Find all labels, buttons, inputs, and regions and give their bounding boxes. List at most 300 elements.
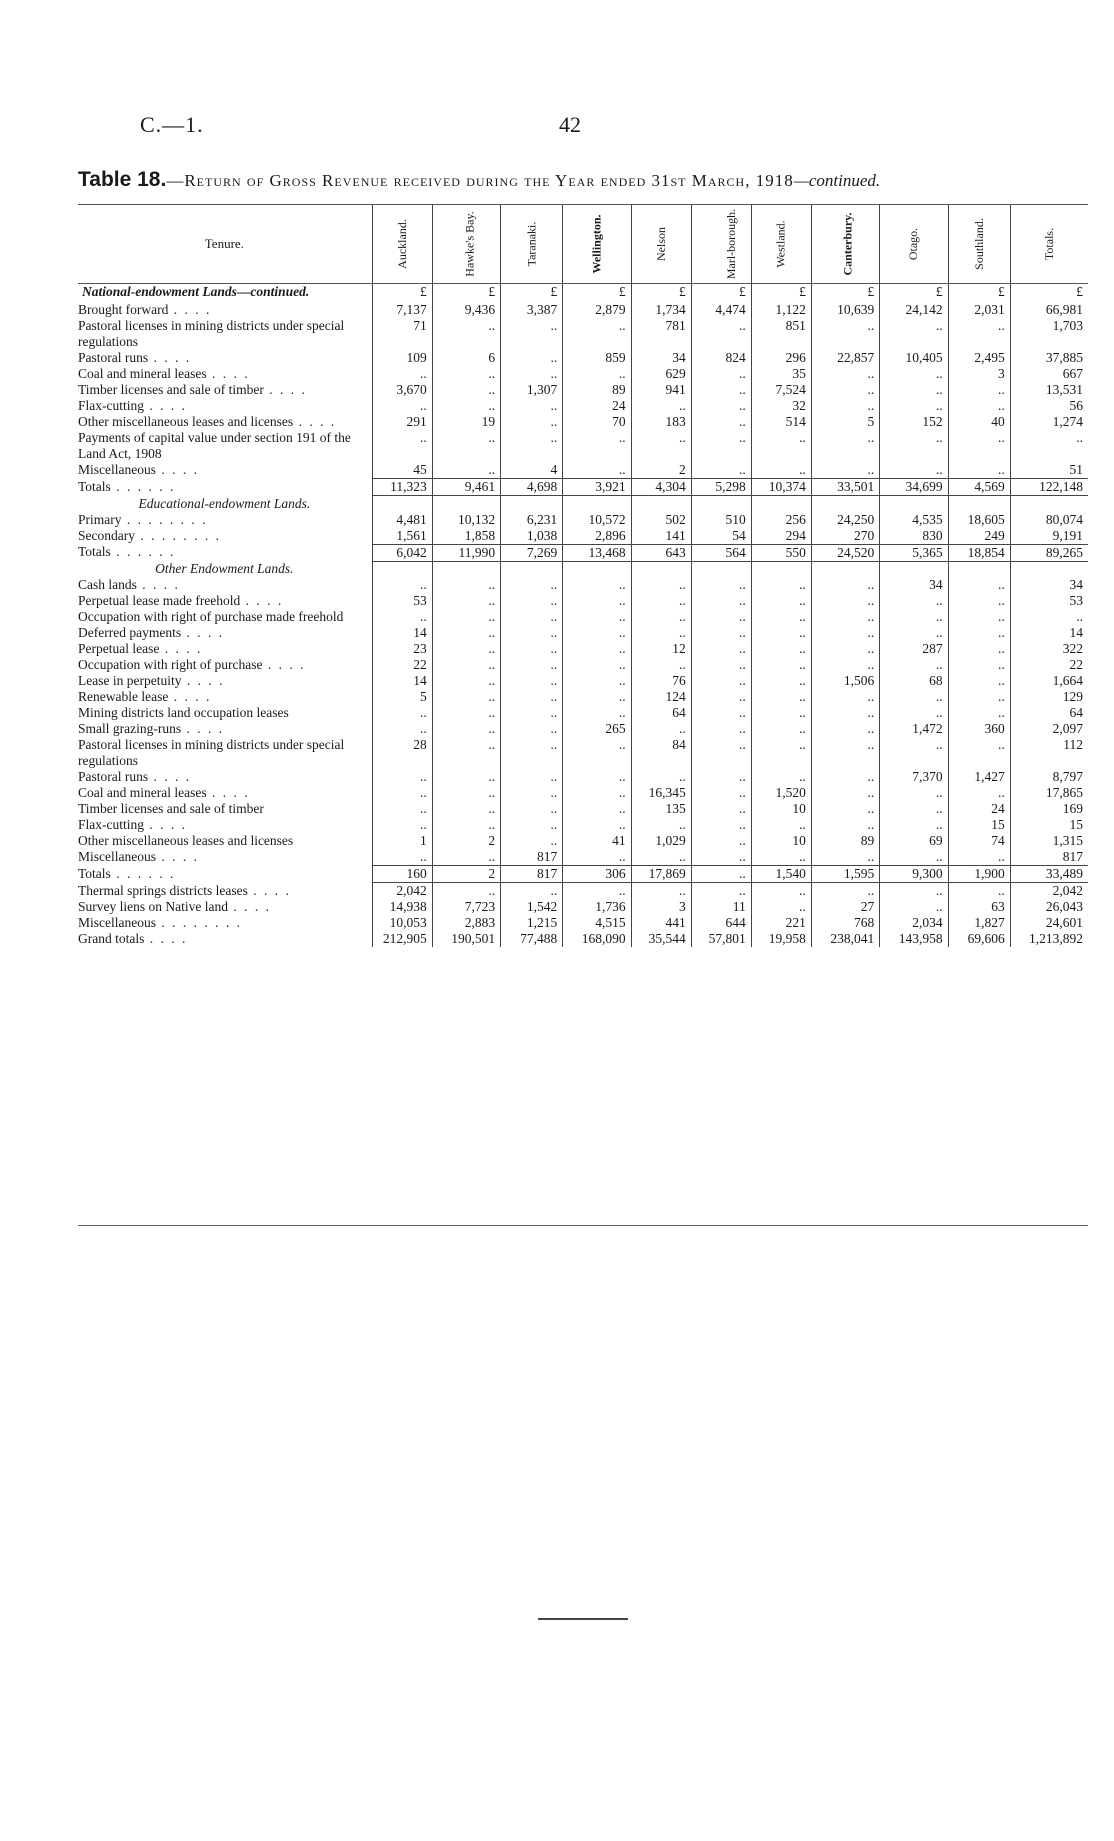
value-cell: 1,215: [501, 915, 563, 931]
value-cell: 2,495: [948, 350, 1010, 366]
value-cell: 112: [1010, 737, 1088, 769]
leader-dots: . . . .: [168, 302, 212, 317]
column-header-westland: Westland.: [751, 205, 811, 284]
column-header-marlborough: Marl-borough.: [691, 205, 751, 284]
value-cell: ..: [880, 625, 948, 641]
value-cell: ..: [751, 899, 811, 915]
section-heading-educational: [78, 496, 1088, 512]
value-cell: ..: [691, 721, 751, 737]
value-cell: ..: [631, 657, 691, 673]
value-cell: 2,097: [1010, 721, 1088, 737]
value-cell: 23: [372, 641, 432, 657]
row-label-text: Coal and mineral leases: [78, 785, 207, 800]
value-cell: ..: [631, 430, 691, 462]
row-label: [78, 849, 372, 866]
value-cell: ..: [691, 785, 751, 801]
value-cell: ..: [501, 609, 563, 625]
value-cell: ..: [432, 785, 500, 801]
value-cell: ..: [372, 430, 432, 462]
value-cell: 270: [811, 528, 879, 545]
value-cell: 859: [563, 350, 631, 366]
value-cell: 24,142: [880, 302, 948, 318]
value-cell: ..: [880, 430, 948, 462]
row-label: [78, 528, 372, 545]
value-cell: 1,520: [751, 785, 811, 801]
value-cell: ..: [751, 609, 811, 625]
value-cell: 322: [1010, 641, 1088, 657]
value-cell: [751, 561, 811, 577]
table-title-lead: Table 18.: [78, 168, 167, 191]
value-cell: 1,472: [880, 721, 948, 737]
row-label: [78, 544, 372, 561]
value-cell: 19,958: [751, 931, 811, 947]
value-cell: 4,535: [880, 512, 948, 528]
column-header-taranaki: Taranaki.: [501, 205, 563, 284]
row-label-text: Thermal springs districts leases: [78, 882, 248, 898]
leader-dots: . . . .: [148, 769, 192, 784]
leader-dots: . . . .: [206, 366, 250, 381]
value-cell: ..: [880, 593, 948, 609]
value-cell: ..: [948, 883, 1010, 900]
value-cell: ..: [691, 398, 751, 414]
value-cell: ..: [948, 577, 1010, 593]
value-cell: 109: [372, 350, 432, 366]
value-cell: 71: [372, 318, 432, 350]
value-cell: ..: [880, 398, 948, 414]
value-cell: ..: [691, 593, 751, 609]
value-cell: ..: [811, 785, 879, 801]
table-row: [78, 350, 1088, 366]
table-body: [78, 284, 1088, 948]
value-cell: ..: [631, 609, 691, 625]
brought-forward-row: [78, 302, 1088, 318]
value-cell: 256: [751, 512, 811, 528]
value-cell: 212,905: [372, 931, 432, 947]
value-cell: 9,300: [880, 866, 948, 883]
value-cell: 7,269: [501, 544, 563, 561]
row-label: [78, 931, 372, 947]
value-cell: ..: [631, 398, 691, 414]
table-row: [78, 528, 1088, 545]
value-cell: ..: [948, 737, 1010, 769]
leader-dots: . . . .: [293, 414, 337, 429]
row-label: [78, 593, 372, 609]
value-cell: 69,606: [948, 931, 1010, 947]
value-cell: 68: [880, 673, 948, 689]
value-cell: [372, 561, 432, 577]
value-cell: 2,042: [372, 883, 432, 900]
value-cell: 5: [372, 689, 432, 705]
value-cell: 129: [1010, 689, 1088, 705]
row-label: [78, 625, 372, 641]
value-cell: 80,074: [1010, 512, 1088, 528]
value-cell: 7,137: [372, 302, 432, 318]
row-label: [78, 769, 372, 785]
value-cell: ..: [948, 641, 1010, 657]
value-cell: ..: [432, 430, 500, 462]
value-cell: ..: [811, 721, 879, 737]
row-label-text: Miscellaneous: [78, 915, 156, 930]
row-label-text: Pastoral runs: [78, 769, 149, 784]
value-cell: 1,561: [372, 528, 432, 545]
value-cell: ..: [501, 318, 563, 350]
leader-dots: . . . .: [155, 462, 199, 477]
row-label-text: Timber licenses and sale of timber: [78, 382, 264, 397]
value-cell: 6,231: [501, 512, 563, 528]
value-cell: 135: [631, 801, 691, 817]
value-cell: ..: [751, 657, 811, 673]
value-cell: ..: [563, 657, 631, 673]
revenue-table: [78, 204, 1088, 947]
value-cell: 53: [372, 593, 432, 609]
value-cell: [691, 496, 751, 512]
value-cell: ..: [372, 817, 432, 833]
table-row: [78, 801, 1088, 817]
table-title-text: —Return of Gross Revenue received during the Year ended 31st March, 1918: [166, 171, 794, 190]
value-cell: 77,488: [501, 931, 563, 947]
value-cell: [432, 496, 500, 512]
value-cell: 1,506: [811, 673, 879, 689]
leader-dots: . . . .: [144, 398, 187, 413]
value-cell: ..: [372, 849, 432, 866]
leader-dots: . . . .: [262, 657, 306, 672]
leader-dots: . . . .: [247, 882, 291, 898]
value-cell: 14: [372, 673, 432, 689]
leader-dots: . . . . . .: [110, 865, 176, 881]
value-cell: [1010, 496, 1088, 512]
value-cell: 817: [1010, 849, 1088, 866]
value-cell: 24: [948, 801, 1010, 817]
value-cell: £: [751, 284, 811, 303]
row-label: [78, 479, 372, 496]
value-cell: ..: [691, 462, 751, 479]
value-cell: 70: [563, 414, 631, 430]
value-cell: 74: [948, 833, 1010, 849]
value-cell: ..: [751, 849, 811, 866]
value-cell: ..: [948, 673, 1010, 689]
grand-totals-row: [78, 931, 1088, 947]
column-header-otago: Otago.: [880, 205, 948, 284]
row-label: [78, 673, 372, 689]
value-cell: ..: [751, 593, 811, 609]
row-label-text: Deferred payments: [78, 625, 182, 640]
value-cell: 11,323: [372, 479, 432, 496]
value-cell: 10: [751, 801, 811, 817]
leader-dots: . . . .: [144, 817, 187, 832]
value-cell: 24,601: [1010, 915, 1088, 931]
value-cell: 34,699: [880, 479, 948, 496]
value-cell: ..: [691, 833, 751, 849]
value-cell: ..: [811, 849, 879, 866]
row-label: [78, 398, 372, 414]
value-cell: [1010, 561, 1088, 577]
value-cell: 2,883: [432, 915, 500, 931]
value-cell: ..: [811, 382, 879, 398]
row-label: [78, 382, 372, 398]
column-header-nelson: Nelson: [631, 205, 691, 284]
value-cell: 169: [1010, 801, 1088, 817]
value-cell: ..: [631, 883, 691, 900]
value-cell: 16,345: [631, 785, 691, 801]
value-cell: 667: [1010, 366, 1088, 382]
row-label: [78, 512, 372, 528]
value-cell: 63: [948, 899, 1010, 915]
leader-dots: . . . . . . . .: [121, 511, 208, 527]
value-cell: 54: [691, 528, 751, 545]
value-cell: 124: [631, 689, 691, 705]
leader-dots: . . . .: [240, 593, 284, 608]
value-cell: ..: [501, 577, 563, 593]
value-cell: 296: [751, 350, 811, 366]
value-cell: ..: [880, 462, 948, 479]
row-label: [78, 641, 372, 657]
value-cell: 564: [691, 544, 751, 561]
value-cell: 4,481: [372, 512, 432, 528]
row-label: [78, 350, 372, 366]
value-cell: ..: [372, 577, 432, 593]
value-cell: 24: [563, 398, 631, 414]
value-cell: ..: [691, 382, 751, 398]
value-cell: 66,981: [1010, 302, 1088, 318]
value-cell: ..: [691, 414, 751, 430]
value-cell: 122,148: [1010, 479, 1088, 496]
row-label-text: Small grazing-runs: [78, 721, 182, 736]
value-cell: [948, 561, 1010, 577]
leader-dots: . . . .: [181, 625, 225, 640]
value-cell: 1,427: [948, 769, 1010, 785]
value-cell: 817: [501, 849, 563, 866]
row-label: [78, 801, 372, 817]
table-row: [78, 833, 1088, 849]
value-cell: 160: [372, 866, 432, 883]
value-cell: ..: [1010, 609, 1088, 625]
value-cell: ..: [691, 817, 751, 833]
section-heading: National-endowment Lands—continued.: [82, 284, 310, 299]
value-cell: 1,213,892: [1010, 931, 1088, 947]
value-cell: 10,639: [811, 302, 879, 318]
table-row: [78, 462, 1088, 479]
leader-dots: . . . .: [227, 899, 271, 914]
value-cell: 18,605: [948, 512, 1010, 528]
value-cell: ..: [501, 705, 563, 721]
value-cell: ..: [880, 883, 948, 900]
value-cell: 1,122: [751, 302, 811, 318]
table-title-continued: —continued.: [793, 171, 881, 190]
misc-row: [78, 915, 1088, 931]
value-cell: 19: [432, 414, 500, 430]
value-cell: 9,436: [432, 302, 500, 318]
value-cell: £: [948, 284, 1010, 303]
value-cell: ..: [948, 657, 1010, 673]
value-cell: 76: [631, 673, 691, 689]
value-cell: ..: [880, 382, 948, 398]
value-cell: ..: [880, 785, 948, 801]
row-label: [78, 737, 372, 769]
value-cell: 183: [631, 414, 691, 430]
value-cell: ..: [563, 462, 631, 479]
section-heading: Educational-endowment Lands.: [138, 495, 311, 511]
value-cell: ..: [691, 673, 751, 689]
value-cell: ..: [563, 705, 631, 721]
value-cell: ..: [880, 689, 948, 705]
value-cell: ..: [811, 625, 879, 641]
value-cell: ..: [372, 609, 432, 625]
value-cell: ..: [501, 350, 563, 366]
value-cell: 6,042: [372, 544, 432, 561]
leader-dots: . . . . . . . .: [155, 915, 242, 930]
value-cell: ..: [948, 689, 1010, 705]
table-title: [78, 168, 1088, 192]
value-cell: 1,540: [751, 866, 811, 883]
section-heading-other: [78, 561, 1088, 577]
value-cell: ..: [501, 625, 563, 641]
value-cell: ..: [751, 641, 811, 657]
table-row: [78, 414, 1088, 430]
value-cell: 34: [1010, 577, 1088, 593]
value-cell: ..: [948, 705, 1010, 721]
value-cell: ..: [372, 785, 432, 801]
value-cell: ..: [948, 609, 1010, 625]
value-cell: 168,090: [563, 931, 631, 947]
row-label-text: Renewable lease: [78, 689, 169, 704]
value-cell: 28: [372, 737, 432, 769]
value-cell: 9,461: [432, 479, 500, 496]
column-header-wellington: Wellington.: [563, 205, 631, 284]
value-cell: ..: [563, 577, 631, 593]
value-cell: ..: [811, 577, 879, 593]
value-cell: ..: [691, 883, 751, 900]
value-cell: ..: [432, 801, 500, 817]
value-cell: ..: [432, 673, 500, 689]
value-cell: 152: [880, 414, 948, 430]
row-label-text: Totals: [78, 865, 111, 881]
value-cell: ..: [751, 689, 811, 705]
value-cell: 10,132: [432, 512, 500, 528]
leader-dots: . . . .: [181, 721, 225, 736]
value-cell: 84: [631, 737, 691, 769]
row-label-text: Grand totals: [78, 931, 145, 946]
table-row: [78, 366, 1088, 382]
value-cell: 817: [501, 866, 563, 883]
value-cell: 1,595: [811, 866, 879, 883]
value-cell: ..: [880, 817, 948, 833]
column-header-southland: Southland.: [948, 205, 1010, 284]
leader-dots: . . . .: [206, 785, 250, 800]
value-cell: 24,250: [811, 512, 879, 528]
value-cell: 1,900: [948, 866, 1010, 883]
value-cell: 34: [631, 350, 691, 366]
value-cell: 1,274: [1010, 414, 1088, 430]
value-cell: ..: [432, 657, 500, 673]
row-label-text: Other miscellaneous leases and licenses: [78, 414, 294, 429]
row-label-text: Totals: [78, 544, 111, 559]
value-cell: 2,031: [948, 302, 1010, 318]
column-header-totals: Totals.: [1010, 205, 1088, 284]
value-cell: 2,034: [880, 915, 948, 931]
value-cell: 10,572: [563, 512, 631, 528]
value-cell: ..: [691, 641, 751, 657]
value-cell: 89: [811, 833, 879, 849]
value-cell: ..: [631, 625, 691, 641]
value-cell: ..: [432, 462, 500, 479]
value-cell: ..: [563, 849, 631, 866]
value-cell: [372, 496, 432, 512]
value-cell: 1,315: [1010, 833, 1088, 849]
row-label: [78, 883, 372, 900]
value-cell: 3,670: [372, 382, 432, 398]
value-cell: ..: [751, 577, 811, 593]
value-cell: ..: [563, 430, 631, 462]
value-cell: ..: [811, 462, 879, 479]
value-cell: ..: [501, 737, 563, 769]
value-cell: [432, 561, 500, 577]
totals-row: [78, 544, 1088, 561]
value-cell: ..: [691, 577, 751, 593]
value-cell: ..: [880, 737, 948, 769]
leader-dots: . . . .: [263, 382, 307, 397]
value-cell: 24,520: [811, 544, 879, 561]
table-row: [78, 609, 1088, 625]
value-cell: ..: [691, 430, 751, 462]
value-cell: ..: [432, 705, 500, 721]
value-cell: 64: [1010, 705, 1088, 721]
value-cell: 12: [631, 641, 691, 657]
value-cell: 22: [1010, 657, 1088, 673]
value-cell: ..: [563, 785, 631, 801]
value-cell: 17,865: [1010, 785, 1088, 801]
value-cell: 941: [631, 382, 691, 398]
value-cell: [880, 561, 948, 577]
value-cell: ..: [691, 737, 751, 769]
value-cell: [631, 496, 691, 512]
value-cell: ..: [751, 817, 811, 833]
value-cell: ..: [501, 657, 563, 673]
value-cell: ..: [811, 769, 879, 785]
value-cell: ..: [691, 849, 751, 866]
table-row: [78, 318, 1088, 350]
value-cell: [751, 496, 811, 512]
row-label-text: Other miscellaneous leases and licenses: [78, 833, 294, 848]
page-reference: C.—1.: [140, 112, 204, 137]
value-cell: 22,857: [811, 350, 879, 366]
value-cell: 190,501: [432, 931, 500, 947]
value-cell: ..: [501, 883, 563, 900]
section-heading: Other Endowment Lands.: [155, 561, 294, 576]
value-cell: 14: [372, 625, 432, 641]
value-cell: ..: [948, 462, 1010, 479]
value-cell: 1,029: [631, 833, 691, 849]
row-label: [78, 577, 372, 593]
value-cell: ..: [372, 769, 432, 785]
value-cell: 6: [432, 350, 500, 366]
value-cell: 4,569: [948, 479, 1010, 496]
row-label: [78, 302, 372, 318]
row-label: [78, 705, 372, 721]
value-cell: [691, 561, 751, 577]
value-cell: ..: [631, 769, 691, 785]
value-cell: 1,664: [1010, 673, 1088, 689]
table-row: [78, 737, 1088, 769]
value-cell: 4,698: [501, 479, 563, 496]
value-cell: 33,501: [811, 479, 879, 496]
row-label-text: Occupation with right of purchase: [78, 657, 263, 672]
value-cell: 768: [811, 915, 879, 931]
value-cell: ..: [948, 625, 1010, 641]
value-cell: ..: [691, 318, 751, 350]
value-cell: ..: [432, 689, 500, 705]
table-bottom-rule: [78, 1225, 1088, 1226]
value-cell: ..: [880, 609, 948, 625]
